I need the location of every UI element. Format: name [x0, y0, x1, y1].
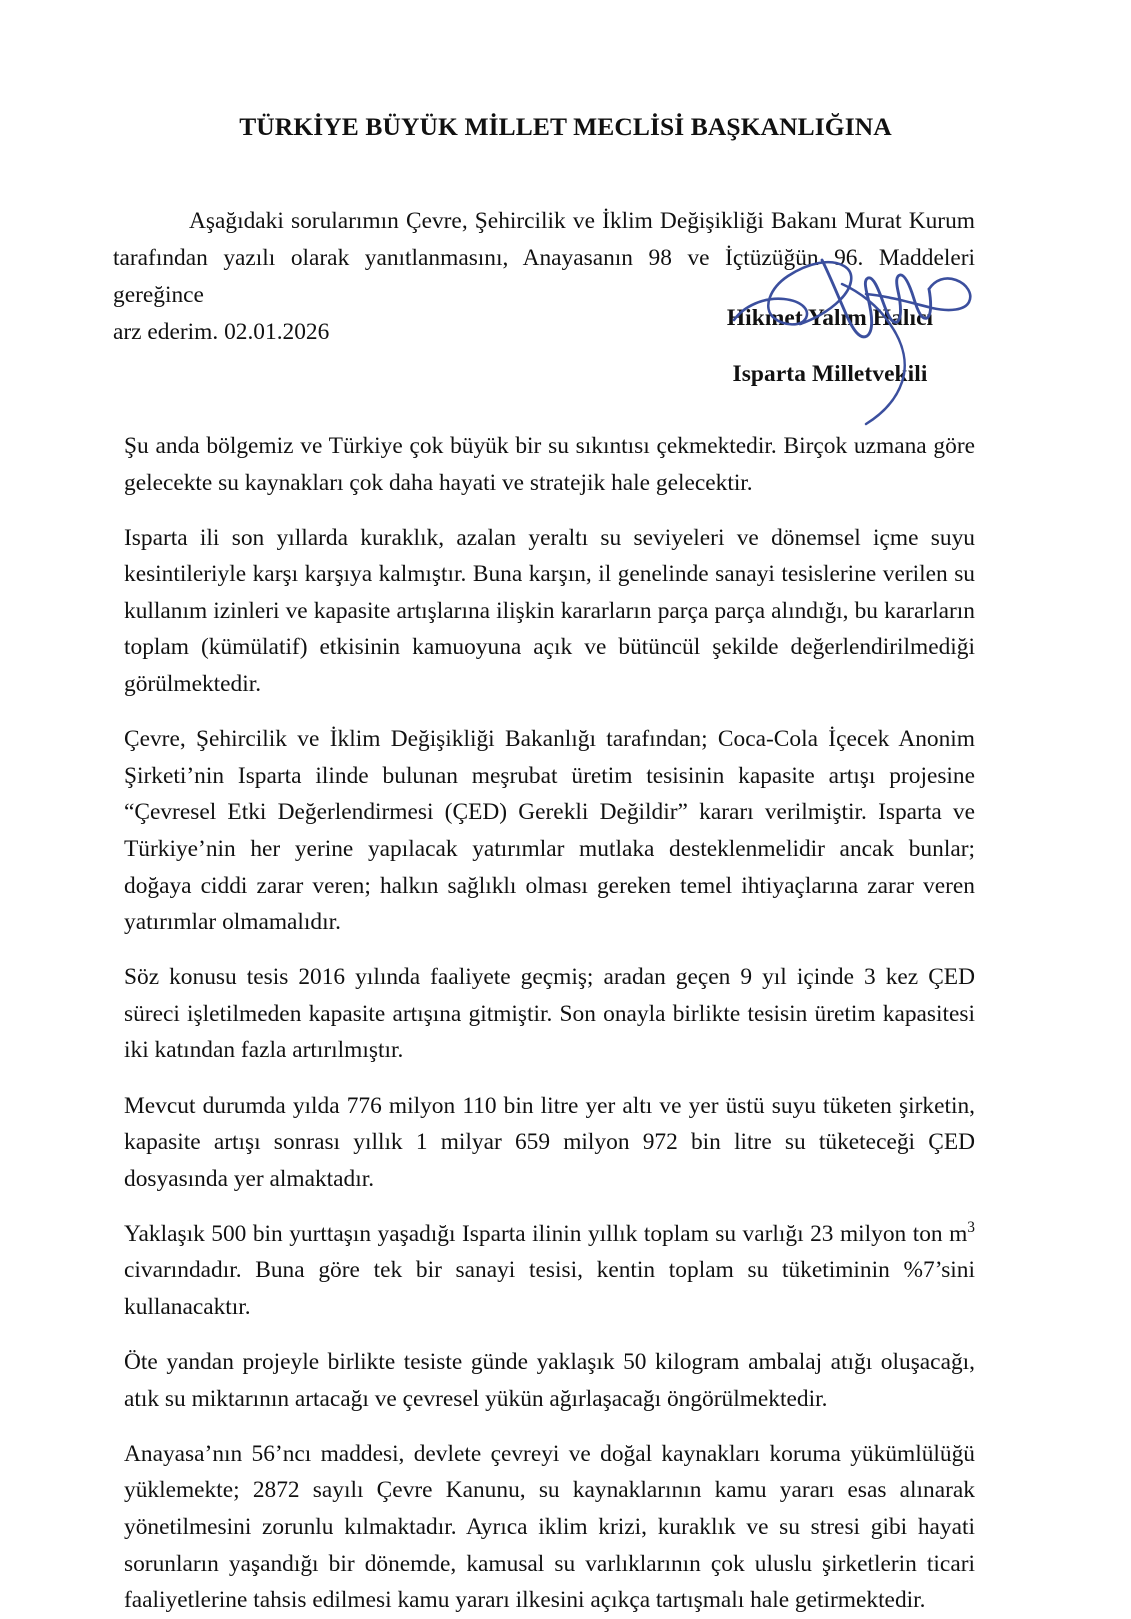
submission-date: 02.01.2026 [224, 319, 330, 345]
cubic-meter-superscript: 3 [967, 1218, 975, 1236]
closing-phrase: arz ederim. [113, 319, 219, 345]
water-stats-prefix: Yaklaşık 500 bin yurttaşın yaşadığı Isparta ilinin yıllık toplam su varlığı 23 milyon ton m [124, 1220, 968, 1247]
paragraph: Öte yandan projeyle birlikte tesiste günde yaklaşık 50 kilogram ambalaj atığı oluşacağı, atık su miktarının artacağı ve çevresel yükün ağırlaşacağı öngörülmektedir. [124, 1349, 975, 1412]
signatory-role: Isparta Milletvekili [732, 361, 928, 387]
paragraph-water-stats [124, 1216, 975, 1326]
document-body [124, 428, 975, 1619]
paragraph: Isparta ili son yıllarda kuraklık, azalan yeraltı su seviyeleri ve dönemsel içme suyu kesintileriyle karşı karşıya kalmıştır. Buna karşın, il genelinde sanayi tesislerine verilen su kullanım izinleri ve kapasite artışlarına ilişkin kararların parça parça alındığı, bu kararların toplam (kümülatif) etkisinin kamuoyuna açık ve bütüncül şekilde değerlendirilmediği görülmektedir. [124, 524, 975, 698]
paragraph: Anayasa’nın 56’ncı maddesi, devlete çevreyi ve doğal kaynakları koruma yükümlülüğü yüklemekte; 2872 sayılı Çevre Kanunu, su kaynaklarının kamu yararı esas alınarak yönetilmesini zorunlu kılmaktadır. Ayrıca iklim krizi, kuraklık ve su stresi gibi hayati sorunların yaşandığı bir dönemde, kamusal su varlıklarının çok uluslu şirketlerin ticari faaliyetlerine tahsis edilmesi kamu yararı ilkesini açıkça tartışmalı hale getirmektedir. [124, 1440, 975, 1614]
intro-text: Aşağıdaki sorularımın Çevre, Şehircilik ve İklim Değişikliği Bakanı Murat Kurum tarafından yazılı olarak yanıtlanmasını, Anayasanın 98 ve İçtüzüğün 96. Maddeleri gereğince [113, 208, 975, 308]
paragraph: Mevcut durumda yılda 776 milyon 110 bin litre yer altı ve yer üstü suyu tüketen şirketin, kapasite artışı sonrası yıllık 1 milyar 659 milyon 972 bin litre su tüketeceği ÇED dosyasında yer almaktadır. [124, 1092, 975, 1192]
water-stats-suffix: civarındadır. Buna göre tek bir sanayi tesisi, kentin toplam su tüketiminin %7’sini kullanacaktır. [124, 1257, 975, 1320]
paragraph: Söz konusu tesis 2016 yılında faaliyete geçmiş; aradan geçen 9 yıl içinde 3 kez ÇED süreci işletilmeden kapasite artışına gitmiştir. Son onayla birlikte tesisin üretim kapasitesi iki katından fazla artırılmıştır. [124, 964, 975, 1064]
page-title: TÜRKİYE BÜYÜK MİLLET MECLİSİ BAŞKANLIĞINA [239, 112, 892, 141]
signature-block [620, 305, 1040, 388]
paragraph: Çevre, Şehircilik ve İklim Değişikliği Bakanlığı tarafından; Coca-Cola İçecek Anonim Şirketi’nin Isparta ilinde bulunan meşrubat üretim tesisinin kapasite artışı projesine “Çevresel Etki Değerlendirmesi (ÇED) Gerekli Değildir” kararı verilmiştir. Isparta ve Türkiye’nin her yerine yapılacak yatırımlar mutlaka desteklenmelidir ancak bunlar; doğaya ciddi zarar veren; halkın sağlıklı olması gereken temel ihtiyaçlarına zarar veren yatırımlar olmamalıdır. [124, 726, 975, 936]
paragraph: Şu anda bölgemiz ve Türkiye çok büyük bir su sıkıntısı çekmektedir. Birçok uzmana göre gelecekte su kaynakları çok daha hayati ve stratejik hale gelecektir. [124, 433, 975, 496]
signatory-name: Hikmet Yalım Halıcı [726, 305, 934, 331]
